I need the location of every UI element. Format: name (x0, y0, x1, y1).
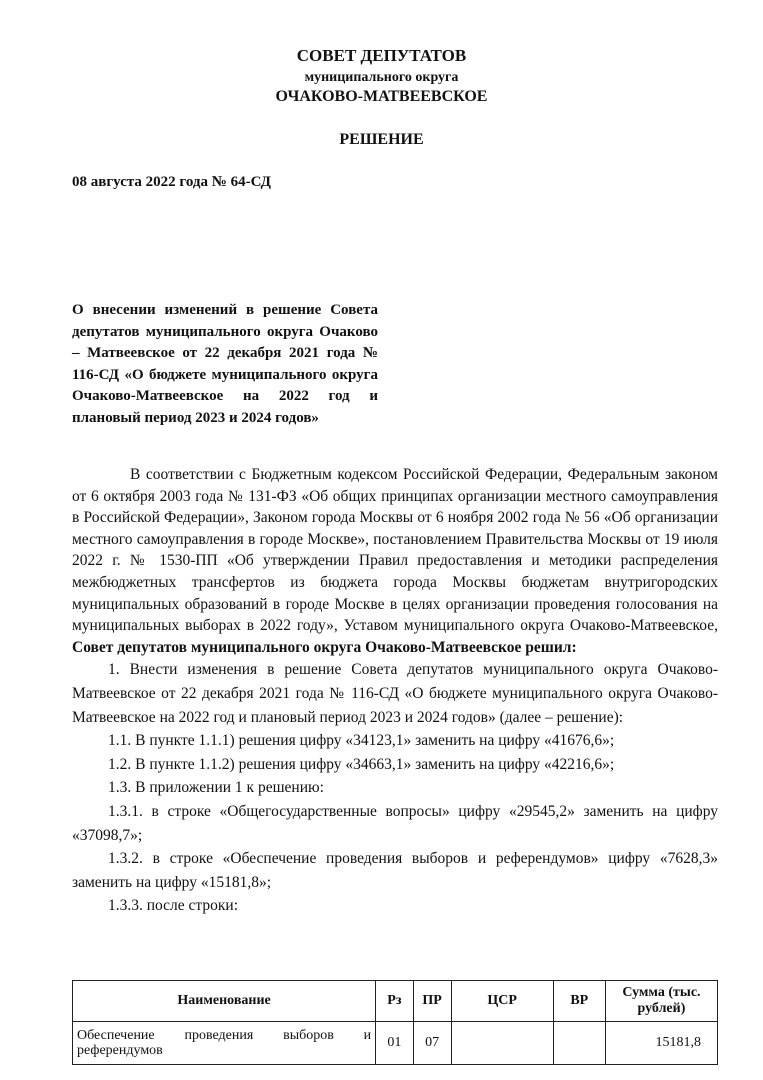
cell-csr (451, 1022, 553, 1065)
col-header-vr: ВР (553, 981, 605, 1022)
item-1-3-3: 1.3.3. после строки: (108, 897, 239, 915)
document-type: РЕШЕНИЕ (339, 131, 424, 148)
item-1-3-2: 1.3.2. в строке «Обеспечение проведения выборов и референдумов» цифру «7628,3» заменить на цифру «15181,8»; (72, 850, 718, 891)
item-1: 1. Внести изменения в решение Совета депутатов муниципального округа Очаково-Матвеевское от 22 декабря 2021 года № 116-СД «О бюджете муниципального округа Очаково-Матвеевское на 2022 год и плановый период 2023 и 2024 годов» (далее – решение): (72, 661, 718, 726)
item-1-3: 1.3. В приложении 1 к решению: (108, 779, 324, 797)
cell-pr: 07 (413, 1022, 451, 1065)
table-header-row (73, 981, 718, 1022)
table-row (73, 1022, 718, 1065)
cell-vr (553, 1022, 605, 1065)
col-header-rz: Рз (376, 981, 413, 1022)
cell-sum: 15181,8 (605, 1022, 717, 1065)
decision-subject: О внесении изменений в решение Совета депутатов муниципального округа Очаково – Матвеевское от 22 декабря 2021 года № 116-СД «О бюджете муниципального округа Очаково-Матвеевское на 2022 год и плановый период 2023 и 2024 годов» (72, 302, 378, 426)
cell-name: Обеспечение проведения выборов и референдумов (73, 1022, 376, 1065)
document-body (72, 464, 718, 918)
decision-date-number: 08 августа 2022 года № 64-СД (72, 174, 271, 190)
council-title: СОВЕТ ДЕПУТАТОВ (296, 46, 467, 65)
budget-table (72, 980, 718, 1065)
cell-rz: 01 (376, 1022, 413, 1065)
item-1-2: 1.2. В пункте 1.1.2) решения цифру «34663,1» заменить на цифру «42216,6»; (108, 755, 615, 773)
district-name: ОЧАКОВО-МАТВЕЕВСКОЕ (275, 88, 488, 105)
item-1-1: 1.1. В пункте 1.1.1) решения цифру «34123,1» заменить на цифру «41676,6»; (108, 732, 615, 750)
col-header-csr: ЦСР (451, 981, 553, 1022)
col-header-pr: ПР (413, 981, 451, 1022)
preamble-text: В соответствии с Бюджетным кодексом Российской Федерации, Федеральным законом от 6 октября 2003 года № 131-ФЗ «Об общих принципах организации местного самоуправления в Российской Федерации», Законом города Москвы от 6 ноября 2002 года № 56 «Об организации местного самоуправления в городе Москве», постановлением Правительства Москвы от 19 июля 2022 г. № 1530-ПП «Об утверждении Правил предоставления и методики распределения межбюджетных трансфертов из бюджета города Москвы бюджетам внутригородских муниципальных образований в городе Москве в целях организации проведения голосования на муниципальных выборах в 2022 году», Уставом муниципального округа Очаково-Матвеевское, (72, 466, 718, 635)
col-header-sum: Сумма (тыс. рублей) (605, 981, 717, 1022)
district-type: муниципального округа (304, 70, 459, 85)
item-1-3-1: 1.3.1. в строке «Общегосударственные вопросы» цифру «29545,2» заменить на цифру «37098,7»; (72, 802, 718, 844)
preamble-resolution: Совет депутатов муниципального округа Очаково-Матвеевское решил: (72, 638, 577, 656)
col-header-name: Наименование (73, 981, 376, 1022)
preamble (72, 464, 718, 658)
